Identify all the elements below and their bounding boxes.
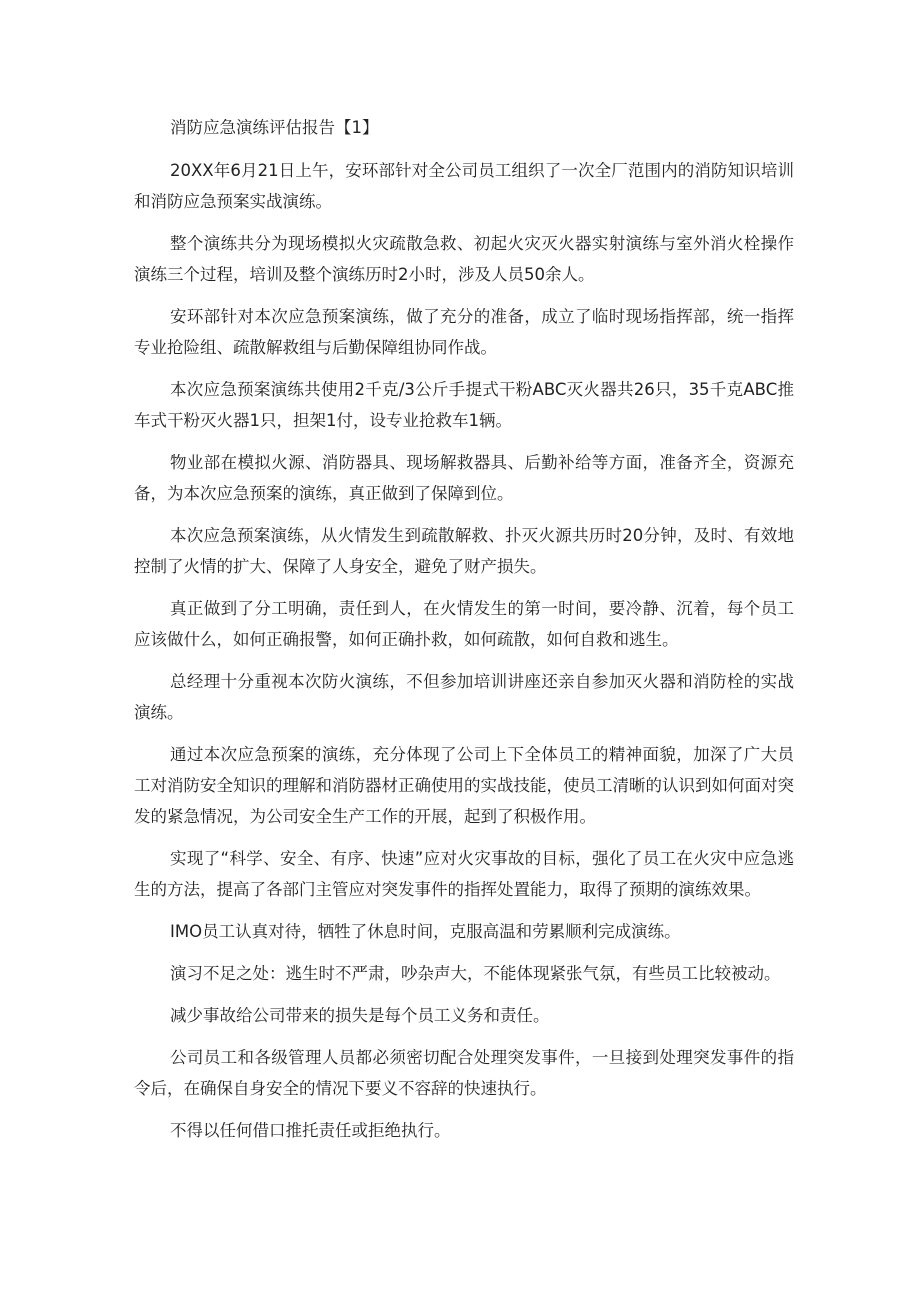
paragraph-14: 公司员工和各级管理人员都必须密切配合处理突发事件，一旦接到处理突发事件的指令后，在确保自身安全的情况下要义不容辞的快速执行。: [134, 1048, 794, 1098]
paragraph-8: 总经理十分重视本次防火演练，不但参加培训讲座还亲自参加灭火器和消防栓的实战演练。: [134, 672, 794, 722]
paragraph-11: IMO员工认真对待，牺牲了休息时间，克服高温和劳累顺利完成演练。: [170, 922, 681, 941]
paragraph-1: 20XX年6月21日上午，安环部针对全公司员工组织了一次全厂范围内的消防知识培训和消防应急预案实战演练。: [134, 161, 794, 211]
paragraph-10: 实现了“科学、安全、有序、快速”应对火灾事故的目标，强化了员工在火灾中应急逃生的方法，提高了各部门主管应对突发事件的指挥处置能力，取得了预期的演练效果。: [134, 849, 794, 899]
document-body: [134, 113, 794, 1157]
paragraph-15: 不得以任何借口推托责任或拒绝执行。: [170, 1121, 451, 1140]
paragraph-7: 真正做到了分工明确，责任到人，在火情发生的第一时间，要冷静、沉着，每个员工应该做什么，如何正确报警，如何正确扑救，如何疏散，如何自救和逃生。: [134, 599, 794, 649]
paragraph-13: 减少事故给公司带来的损失是每个员工义务和责任。: [170, 1006, 550, 1025]
paragraph-12: 演习不足之处：逃生时不严肃，吵杂声大，不能体现紧张气氛，有些员工比较被动。: [170, 964, 781, 983]
paragraph-5: 物业部在模拟火源、消防器具、现场解救器具、后勤补给等方面，准备齐全，资源充备，为本次应急预案的演练，真正做到了保障到位。: [134, 453, 794, 503]
document-title: 消防应急演练评估报告【1】: [170, 118, 379, 137]
paragraph-9: 通过本次应急预案的演练，充分体现了公司上下全体员工的精神面貌，加深了广大员工对消防安全知识的理解和消防器材正确使用的实战技能，使员工清晰的认识到如何面对突发的紧急情况，为公司安全生产工作的开展，起到了积极作用。: [134, 745, 794, 826]
paragraph-2: 整个演练共分为现场模拟火灾疏散急救、初起火灾灭火器实射演练与室外消火栓操作演练三个过程，培训及整个演练历时2小时，涉及人员50余人。: [134, 234, 794, 284]
paragraph-6: 本次应急预案演练，从火情发生到疏散解救、扑灭火源共历时20分钟，及时、有效地控制了火情的扩大、保障了人身安全，避免了财产损失。: [134, 526, 794, 576]
paragraph-3: 安环部针对本次应急预案演练，做了充分的准备，成立了临时现场指挥部，统一指挥专业抢险组、疏散解救组与后勤保障组协同作战。: [134, 307, 794, 357]
paragraph-4: 本次应急预案演练共使用2千克/3公斤手提式干粉ABC灭火器共26只，35千克ABC推车式干粉灭火器1只，担架1付，设专业抢救车1辆。: [134, 380, 794, 430]
